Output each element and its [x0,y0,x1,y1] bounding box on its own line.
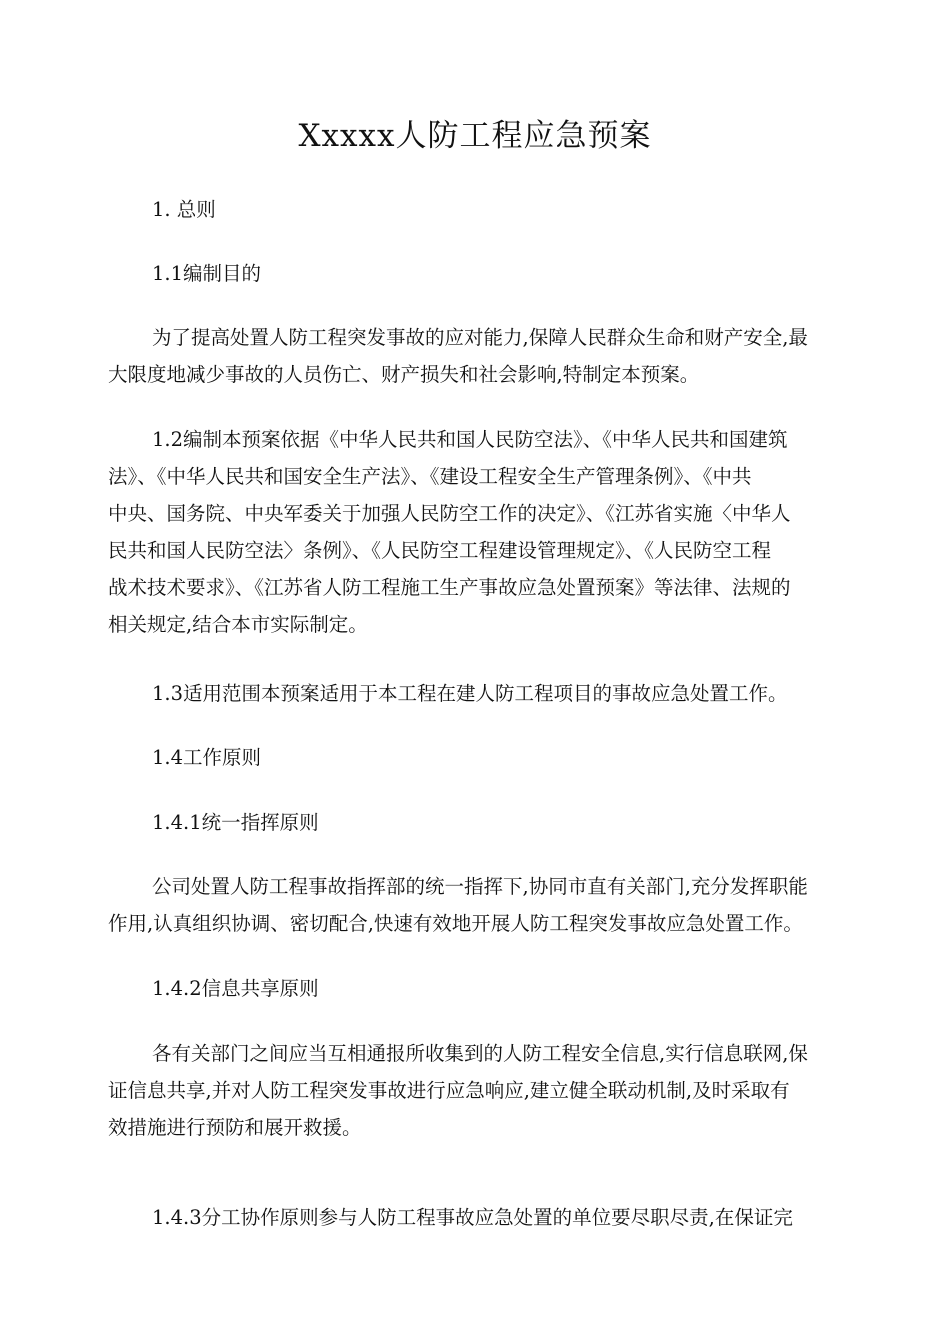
paragraph-purpose-line-2: 大限度地减少事故的人员伤亡、财产损失和社会影响,特制定本预案。 [108,363,700,386]
section-heading-1-4-3: 1.4.3分工协作原则参与人防工程事故应急处置的单位要尽职尽责,在保证完 [152,1206,793,1229]
section-heading-1-4-2: 1.4.2信息共享原则 [152,977,319,1000]
paragraph-info-line-2: 证信息共享,并对人防工程突发事故进行应急响应,建立健全联动机制,及时采取有 [108,1079,790,1102]
paragraph-command-line-2: 作用,认真组织协调、密切配合,快速有效地开展人防工程突发事故应急处置工作。 [108,912,803,935]
section-heading-1: 1. 总则 [152,198,216,221]
paragraph-purpose-line-1: 为了提高处置人防工程突发事故的应对能力,保障人民群众生命和财产安全,最 [152,326,808,349]
paragraph-command-line-1: 公司处置人防工程事故指挥部的统一指挥下,协同市直有关部门,充分发挥职能 [152,875,808,898]
paragraph-basis-line-4: 民共和国人民防空法〉条例》、《人民防空工程建设管理规定》、《人民防空工程 [108,539,772,562]
page-title: Xxxxx人防工程应急预案 [298,118,652,154]
paragraph-basis-line-2: 法》、《中华人民共和国安全生产法》、《建设工程安全生产管理条例》、《中共 [108,465,752,488]
paragraph-basis-line-3: 中央、国务院、中央军委关于加强人民防空工作的决定》、《江苏省实施〈中华人 [108,502,791,525]
paragraph-basis-line-5: 战术技术要求》、《江苏省人防工程施工生产事故应急处置预案》等法律、法规的 [108,576,791,599]
section-heading-1-1: 1.1编制目的 [152,262,262,285]
section-heading-1-3: 1.3适用范围本预案适用于本工程在建人防工程项目的事故应急处置工作。 [152,682,788,705]
paragraph-info-line-3: 效措施进行预防和展开救援。 [108,1116,362,1139]
paragraph-info-line-1: 各有关部门之间应当互相通报所收集到的人防工程安全信息,实行信息联网,保 [152,1042,808,1065]
section-heading-1-4-1: 1.4.1统一指挥原则 [152,811,319,834]
paragraph-basis-line-1: 1.2编制本预案依据《中华人民共和国人民防空法》、《中华人民共和国建筑 [152,428,788,451]
paragraph-basis-line-6: 相关规定,结合本市实际制定。 [108,613,368,636]
section-heading-1-4: 1.4工作原则 [152,746,262,769]
